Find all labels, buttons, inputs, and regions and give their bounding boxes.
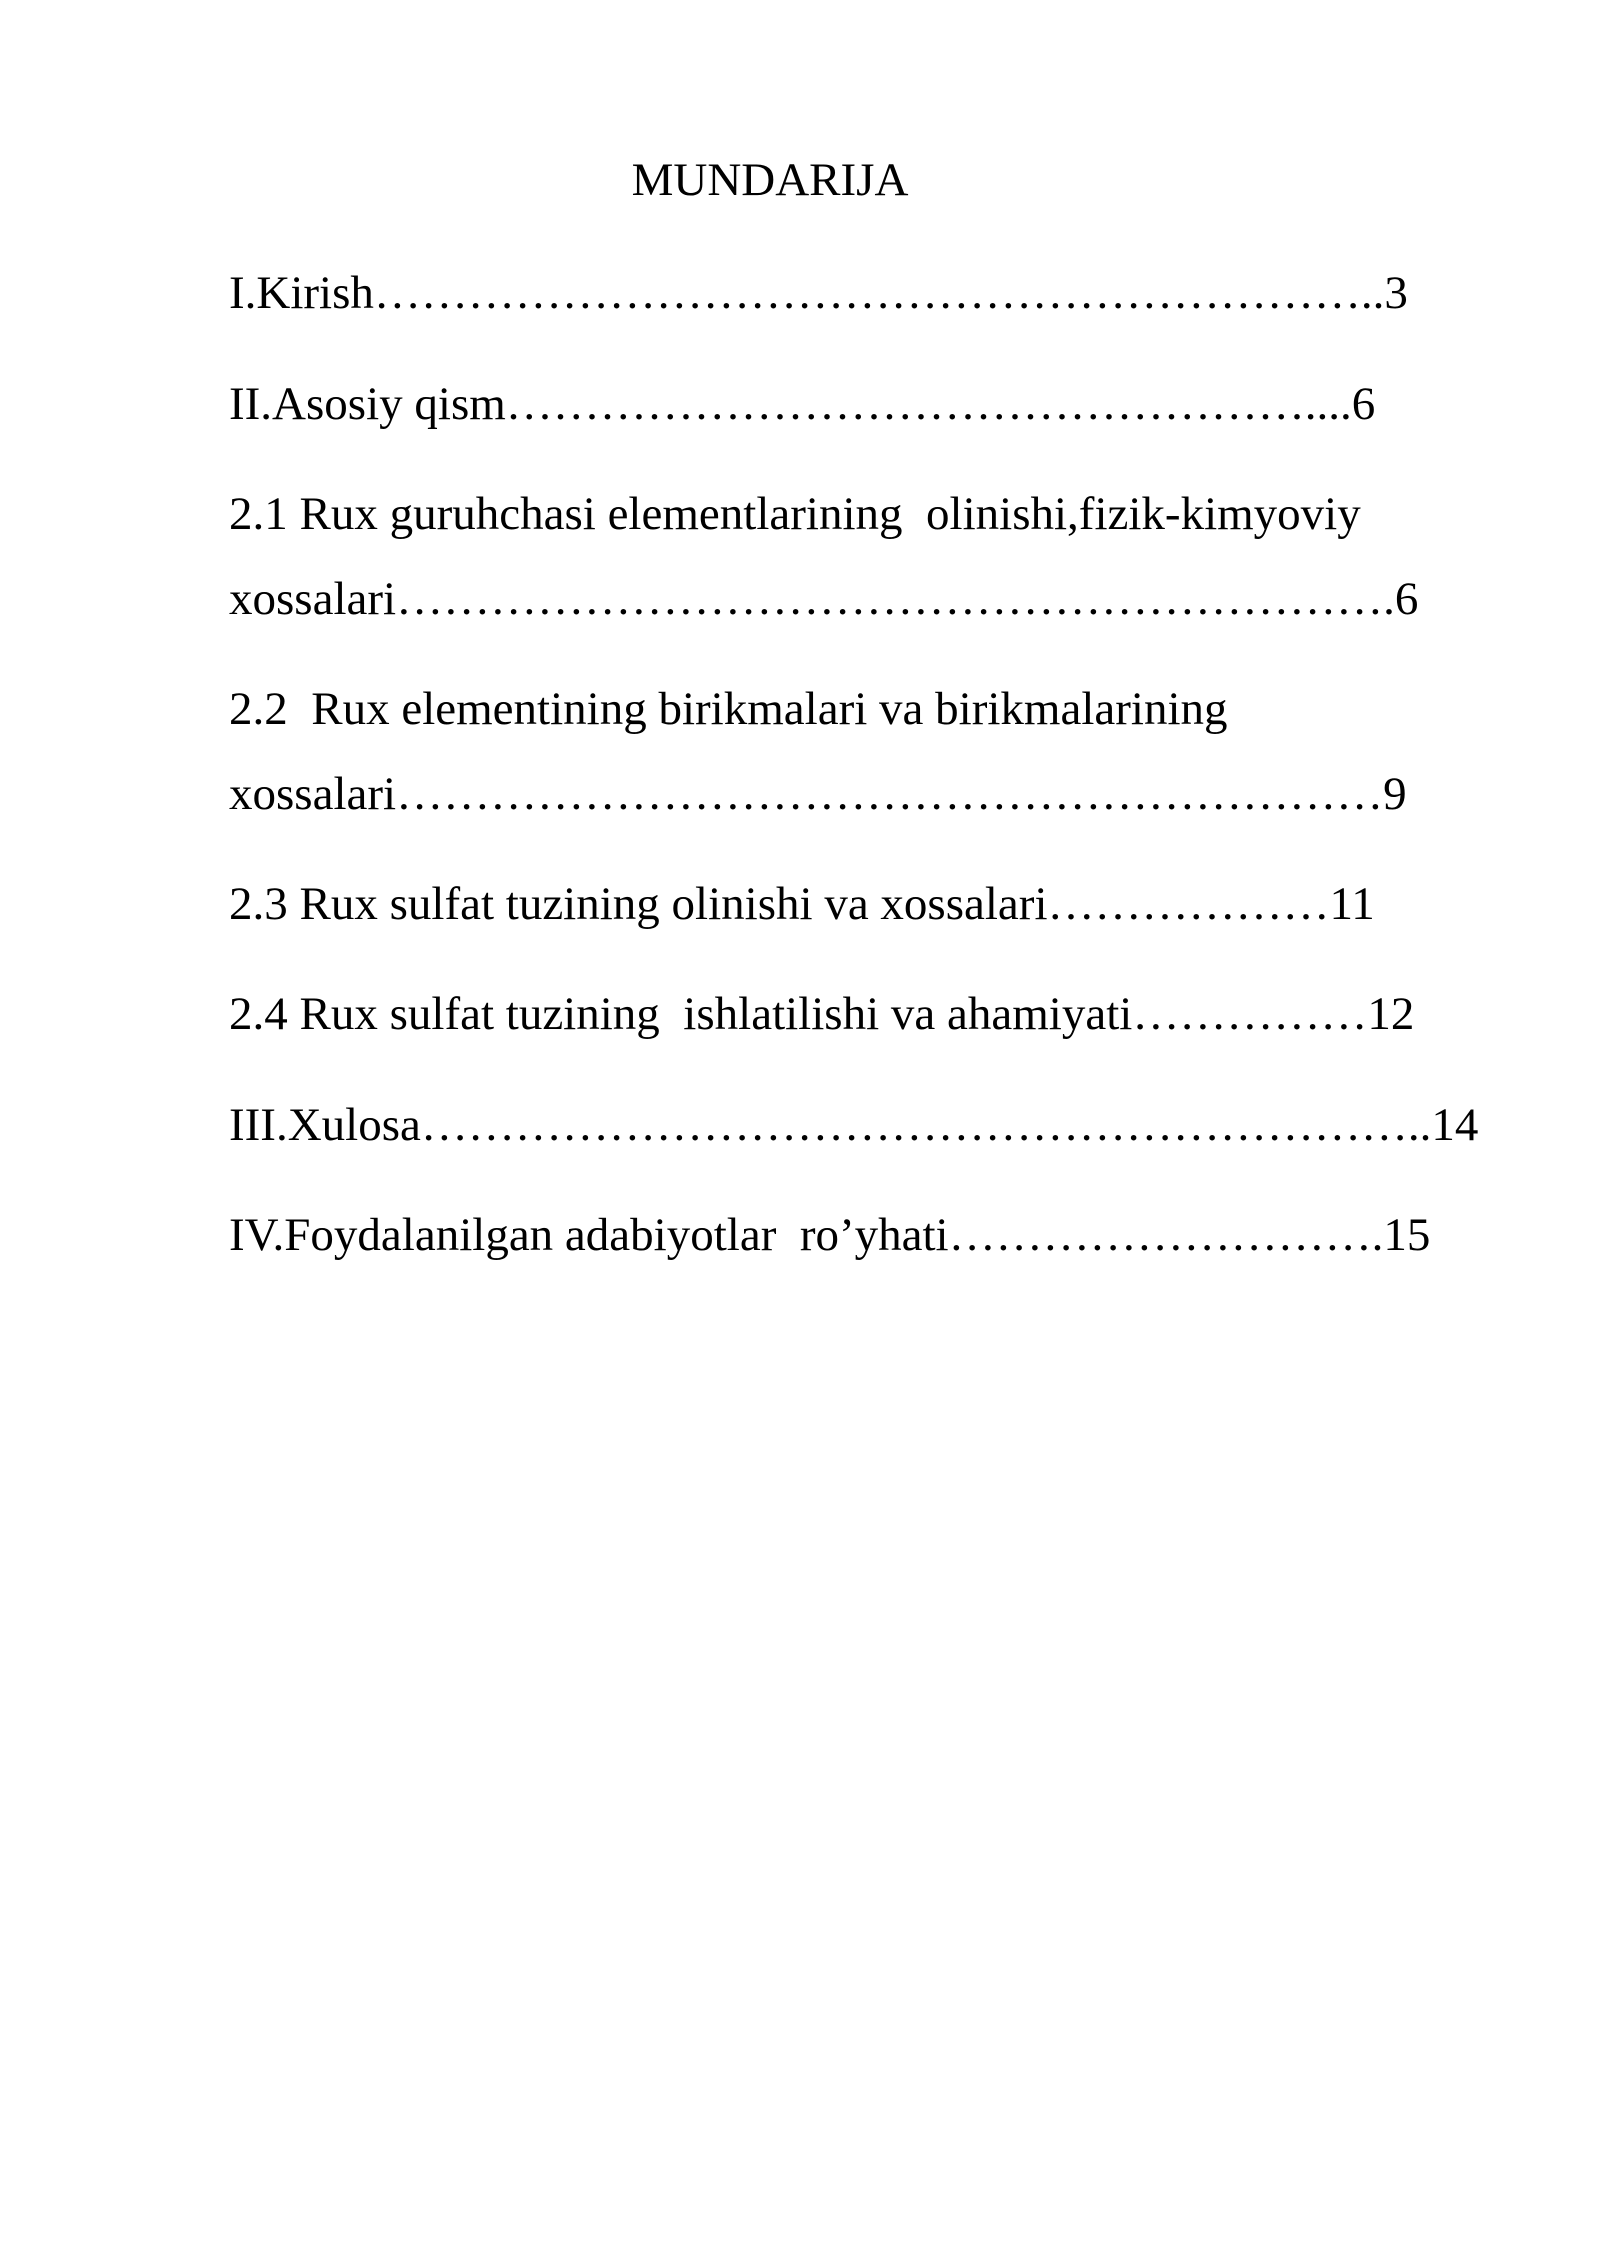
toc-entry-kirish: I.Kirish………………………………………………………..3 — [229, 267, 1408, 319]
toc-entry-adabiyotlar: IV.Foydalanilgan adabiyotlar ro’yhati……………………….15 — [229, 1209, 1431, 1261]
toc-entry-2-3: 2.3 Rux sulfat tuzining olinishi va xossalari………………11 — [229, 878, 1375, 930]
toc-entry-asosiy-qism: II.Asosiy qism……………………………………………....6 — [229, 378, 1376, 430]
toc-title: MUNDARIJA — [631, 154, 909, 206]
toc-entry-2-2-line-2: xossalari………………………………………………………9 — [229, 768, 1407, 820]
toc-entry-2-1-line-1: 2.1 Rux guruhchasi elementlarining olinishi,fizik-kimyoviy — [229, 488, 1361, 540]
toc-entry-2-2-line-1: 2.2 Rux elementining birikmalari va birikmalarining — [229, 683, 1228, 735]
toc-entry-xulosa: III.Xulosa………………………………………………………..14 — [229, 1099, 1479, 1151]
toc-entry-2-1-line-2: xossalari……………………………………………………….6 — [229, 573, 1419, 625]
toc-entry-2-4: 2.4 Rux sulfat tuzining ishlatilishi va ahamiyati……………12 — [229, 988, 1415, 1040]
